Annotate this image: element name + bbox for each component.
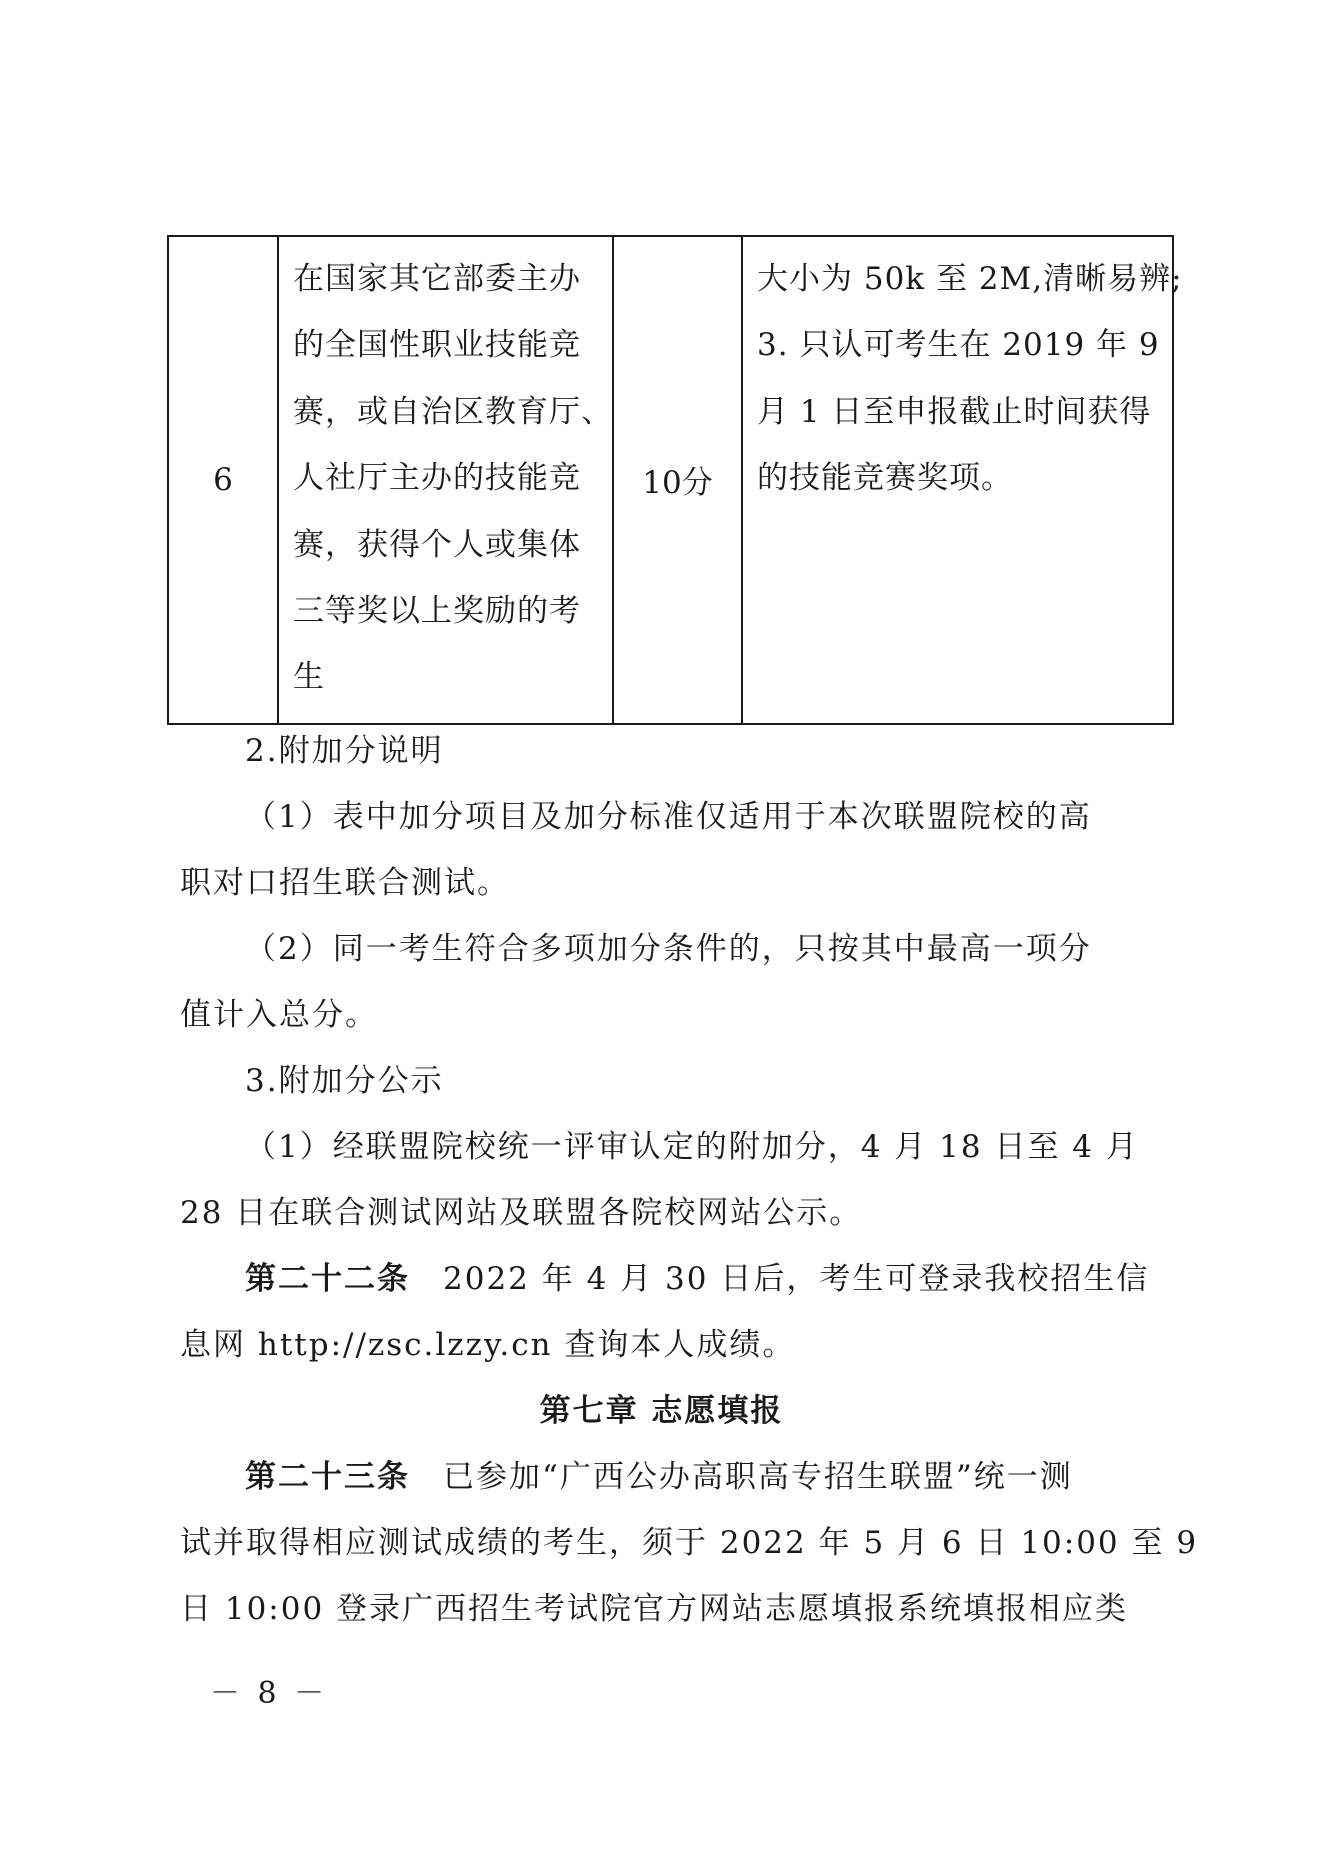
section-2-item-2-line-1: （2）同一考生符合多项加分条件的，只按其中最高一项分 [245,931,1092,967]
page-number: － 8 － [210,1676,329,1711]
score-cell [613,236,742,724]
article-23-line-2: 试并取得相应测试成绩的考生，须于 2022 年 5 月 6 日 10:00 至 9 [180,1525,1199,1561]
section-2-title: 2.附加分说明 [245,733,444,769]
condition-line: 赛，或自治区教育厅、 [293,393,613,430]
condition-line: 人社厅主办的技能竞 [293,460,581,497]
bonus-score-table [167,235,1183,725]
notes-line: 3. 只认可考生在 2019 年 9 [757,327,1160,364]
score-value: 10分 [642,465,713,502]
article-22-label: 第二十二条 [245,1261,410,1297]
article-22-line-1 [245,1253,1229,1298]
table-row [168,236,1173,724]
article-23-label: 第二十三条 [245,1459,410,1495]
chapter-7-title: 第七章 志愿填报 [539,1393,784,1429]
notes-line: 月 1 日至申报截止时间获得 [757,393,1152,430]
condition-cell [278,236,613,724]
condition-line: 三等奖以上奖励的考 [293,592,581,629]
condition-line: 赛，获得个人或集体 [293,526,581,563]
article-23-text: 已参加“广西公办高职高专招生联盟”统一测 [410,1459,1073,1495]
condition-line: 的全国性职业技能竞 [293,327,581,364]
notes-line: 的技能竞赛奖项。 [757,460,1013,497]
section-3-item-1-line-1: （1）经联盟院校统一评审认定的附加分，4 月 18 日至 4 月 [245,1129,1139,1165]
section-2-item-1-line-2: 职对口招生联合测试。 [180,865,510,901]
article-22-line-2: 息网 http://zsc.lzzy.cn 查询本人成绩。 [180,1327,796,1363]
section-2-item-2-line-2: 值计入总分。 [180,997,378,1033]
article-23-line-1 [245,1451,1229,1496]
section-2-item-1-line-1: （1）表中加分项目及加分标准仅适用于本次联盟院校的高 [245,799,1092,835]
row-index: 6 [213,461,233,498]
condition-line: 在国家其它部委主办 [293,261,581,297]
article-22-text: 2022 年 4 月 30 日后，考生可登录我校招生信 [410,1261,1150,1297]
section-3-title: 3.附加分公示 [245,1063,444,1099]
article-23-line-3: 日 10:00 登录广西招生考试院官方网站志愿填报系统填报相应类 [180,1591,1129,1627]
condition-line: 生 [293,659,325,696]
notes-cell [742,236,1183,724]
row-index-cell [168,236,278,724]
notes-line: 大小为 50k 至 2M,清晰易辨; [757,261,1183,297]
section-3-item-1-line-2: 28 日在联合测试网站及联盟各院校网站公示。 [180,1195,863,1231]
